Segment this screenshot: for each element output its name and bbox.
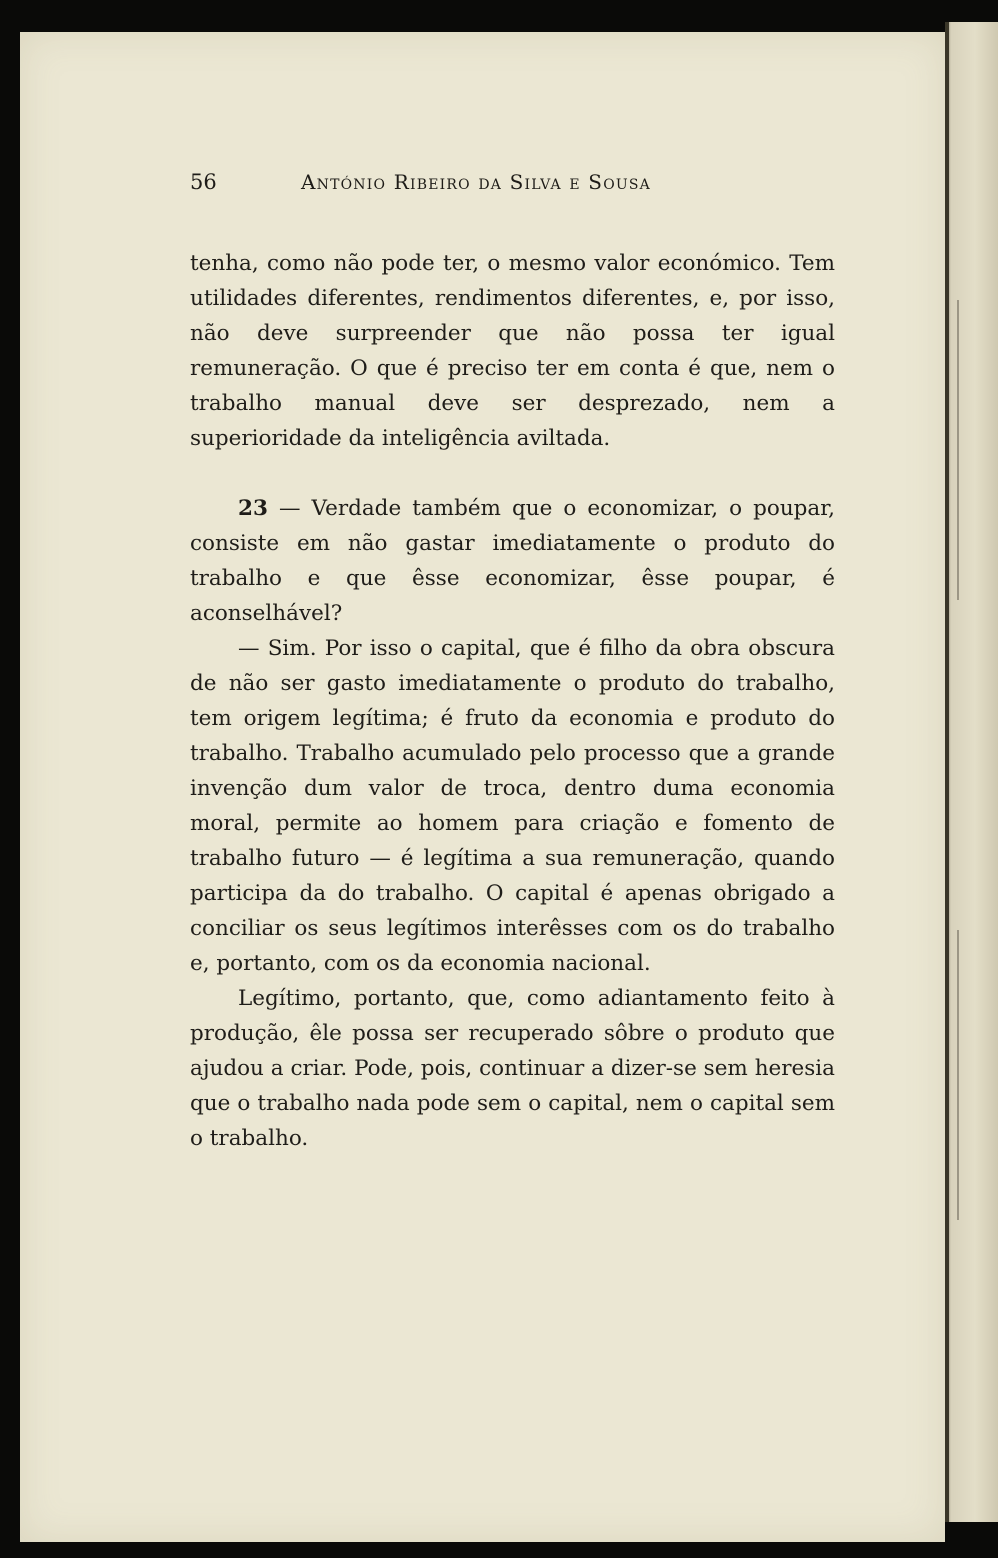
page-header (190, 170, 835, 204)
edge-mark (957, 930, 959, 1220)
adjacent-page-edge (945, 22, 998, 1522)
paragraph: Legítimo, portanto, que, como adiantamento feito à produção, êle possa ser recuperado sôbre o produto que ajudou a criar. Pode, pois, continuar a dizer-se sem heresia que o trabalho nada pode sem o capital, nem o capital sem o trabalho. (190, 986, 835, 1151)
paragraph-section-23 (190, 491, 835, 631)
section-number: 23 (238, 496, 268, 521)
paragraph: tenha, como não pode ter, o mesmo valor económico. Tem utilidades diferentes, rendimentos diferentes, e, por isso, não deve surpreender que não possa ter igual remuneração. O que é preciso ter em conta é que, nem o trabalho manual deve ser desprezado, nem a superioridade da inteligência aviltada. (190, 251, 835, 451)
running-head: António Ribeiro da Silva e Sousa (301, 170, 651, 194)
page-gutter (945, 22, 949, 1522)
page-number: 56 (190, 170, 217, 194)
paragraph-text: — Verdade também que o economizar, o poupar, consiste em não gastar imediatamente o produto do trabalho e que êsse economizar, êsse poupar, é aconselhável? (190, 496, 835, 626)
paragraph: — Sim. Por isso o capital, que é filho da obra obscura de não ser gasto imediatamente o produto do trabalho, tem origem legítima; é fruto da economia e produto do trabalho. Trabalho acumulado pelo processo que a grande invenção dum valor de troca, dentro duma economia moral, permite ao homem para criação e fomento de trabalho futuro — é legítima a sua remuneração, quando participa da do trabalho. O capital é apenas obrigado a conciliar os seus legítimos interêsses com os do trabalho e, portanto, com os da economia nacional. (190, 636, 835, 976)
edge-mark (957, 300, 959, 600)
body-text (190, 246, 835, 1156)
